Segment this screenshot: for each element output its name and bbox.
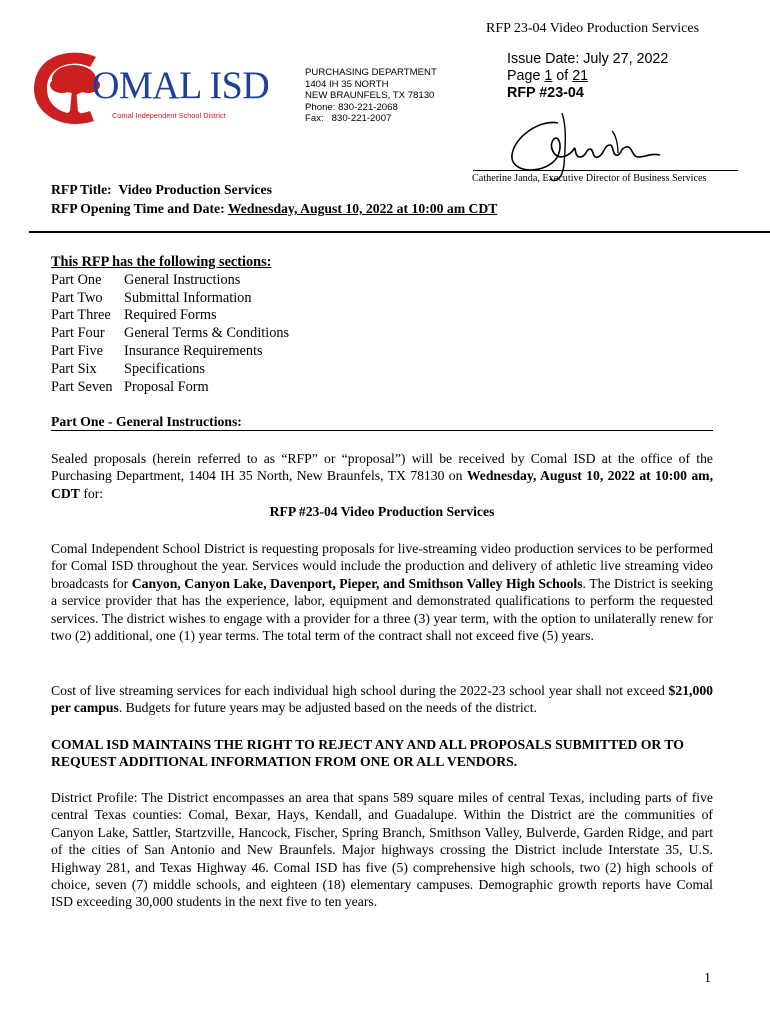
page-total: 21 [572,68,589,84]
department-name: PURCHASING DEPARTMENT [305,67,437,78]
sections-list [51,254,289,396]
rfp-opening-value: Wednesday, August 10, 2022 at 10:00 am CDT [227,201,498,216]
list-item [51,379,289,397]
section-name: General Instructions [124,271,241,288]
issue-info [507,51,668,102]
list-item [51,343,289,361]
page-number: 1 [704,971,711,986]
paragraph-intro [51,450,713,502]
services-text-end: . The District is seeking a service provider that has the experience, labor, equipment and demonstrated qualifications to perform the requested services. The district wishes to engage with a provider for a three (3) year term, with the option to unilaterally renew for two (2) additional, one (1) year terms. The total term of the contract shall not exceed five (5) years. [51,575,713,644]
page-current: 1 [544,68,553,84]
section-name: Insurance Requirements [124,342,263,359]
department-block [305,67,437,125]
rfp-number: RFP #23-04 [507,85,584,101]
intro-text: Sealed proposals (herein referred to as “RFP” or “proposal”) will be received by Comal ISD at the office of the Purchasing Department, 1404 IH 35 North, New Braunfels, TX 78130 on [51,451,713,484]
list-item [51,272,289,290]
list-item [51,307,289,325]
rfp-opening-label: RFP Opening Time and Date: [51,201,228,216]
section-name: Proposal Form [124,378,209,395]
sections-heading: This RFP has the following sections: [51,254,272,270]
comal-isd-logo [30,49,270,129]
signature-line [473,170,738,171]
schools-list: Canyon, Canyon Lake, Davenport, Pieper, and Smithson Valley High Schools [131,575,583,591]
part-one-heading: Part One - General Instructions: [51,414,713,431]
department-fax: Fax: 830-221-2007 [305,113,392,125]
list-item [51,361,289,379]
logo-wordmark [92,64,270,108]
rfp-title-value: Video Production Services [118,182,272,197]
section-part: Part Four [51,325,105,342]
section-part: Part Three [51,307,111,324]
signatory-name: Catherine Janda, Executive Director of Business Services [472,173,707,184]
section-name: Specifications [124,360,205,377]
paragraph-services [51,540,713,644]
section-name: General Terms & Conditions [124,325,290,342]
paragraph-district-profile: District Profile: The District encompasses an area that spans 589 square miles of central Texas, including parts of five central Texas counties: Comal, Bexar, Hays, Kendall, and Guadalupe. Within the District are the communities of Canyon Lake, Sattler, Startzville, Hancock, Fischer, Spring Branch, Smithson Valley, Bulverde, Garden Ridge, and part of the cities of San Antonio and New Braunfels. Major highways crossing the District include Interstate 35, U.S. Highway 281, and Texas Highway 46. Comal ISD has five (5) comprehensive high schools, two (2) high schools of choice, seven (7) middle schools, and eighteen (18) elementary campuses. Demographic growth reports have Comal ISD exceeding 30,000 students in the next five to ten years. [51,790,713,910]
rfp-opening-line [51,201,497,217]
department-address1: 1404 IH 35 NORTH [305,78,389,90]
document-header: RFP 23-04 Video Production Services [486,21,700,36]
cost-text: Cost of live streaming services for each individual high school during the 2022-23 school year shall not exceed [51,683,669,698]
section-part: Part One [51,271,102,288]
section-part: Part Five [51,342,104,359]
services-text: Comal Independent School District is requesting proposals for live-streaming video production services to be performed for Comal ISD throughout the year. Services would include the production and delivery of athletic live streaming video broadcasts for [51,541,713,591]
cost-amount: $21,000 per campus [51,683,713,716]
section-part: Part Two [51,289,103,306]
page-indicator [507,68,668,85]
list-item [51,325,289,343]
rights-notice: COMAL ISD MAINTAINS THE RIGHT TO REJECT ANY AND ALL PROPOSALS SUBMITTED OR TO REQUEST ADDITIONAL INFORMATION FROM ONE OR ALL VENDORS. [51,737,684,770]
department-address2: NEW BRAUNFELS, TX 78130 [305,90,435,102]
department-phone: Phone: 830-221-2068 [305,101,398,113]
logo-tagline: Comal Independent School District [112,111,226,120]
intro-end: for: [79,485,104,501]
rfp-title-label: RFP Title: [51,182,119,197]
page-prefix: Page [507,68,545,84]
rfp-title-line [51,182,272,198]
list-item [51,290,289,308]
section-part: Part Six [51,360,97,377]
issue-date: Issue Date: July 27, 2022 [507,51,669,67]
rfp-center-title: RFP #23-04 Video Production Services [269,504,495,519]
section-name: Required Forms [124,307,217,324]
intro-date: Wednesday, August 10, 2022 at 10:00 am, CDT [51,468,713,501]
section-divider [29,231,770,233]
section-part: Part Seven [51,378,113,395]
section-name: Submittal Information [124,289,252,306]
page-of: of [552,68,573,84]
logo-wordmark-text: OMAL ISD [92,64,270,108]
cost-text-end: . Budgets for future years may be adjusted based on the needs of the district. [118,700,537,716]
paragraph-cost [51,682,713,717]
